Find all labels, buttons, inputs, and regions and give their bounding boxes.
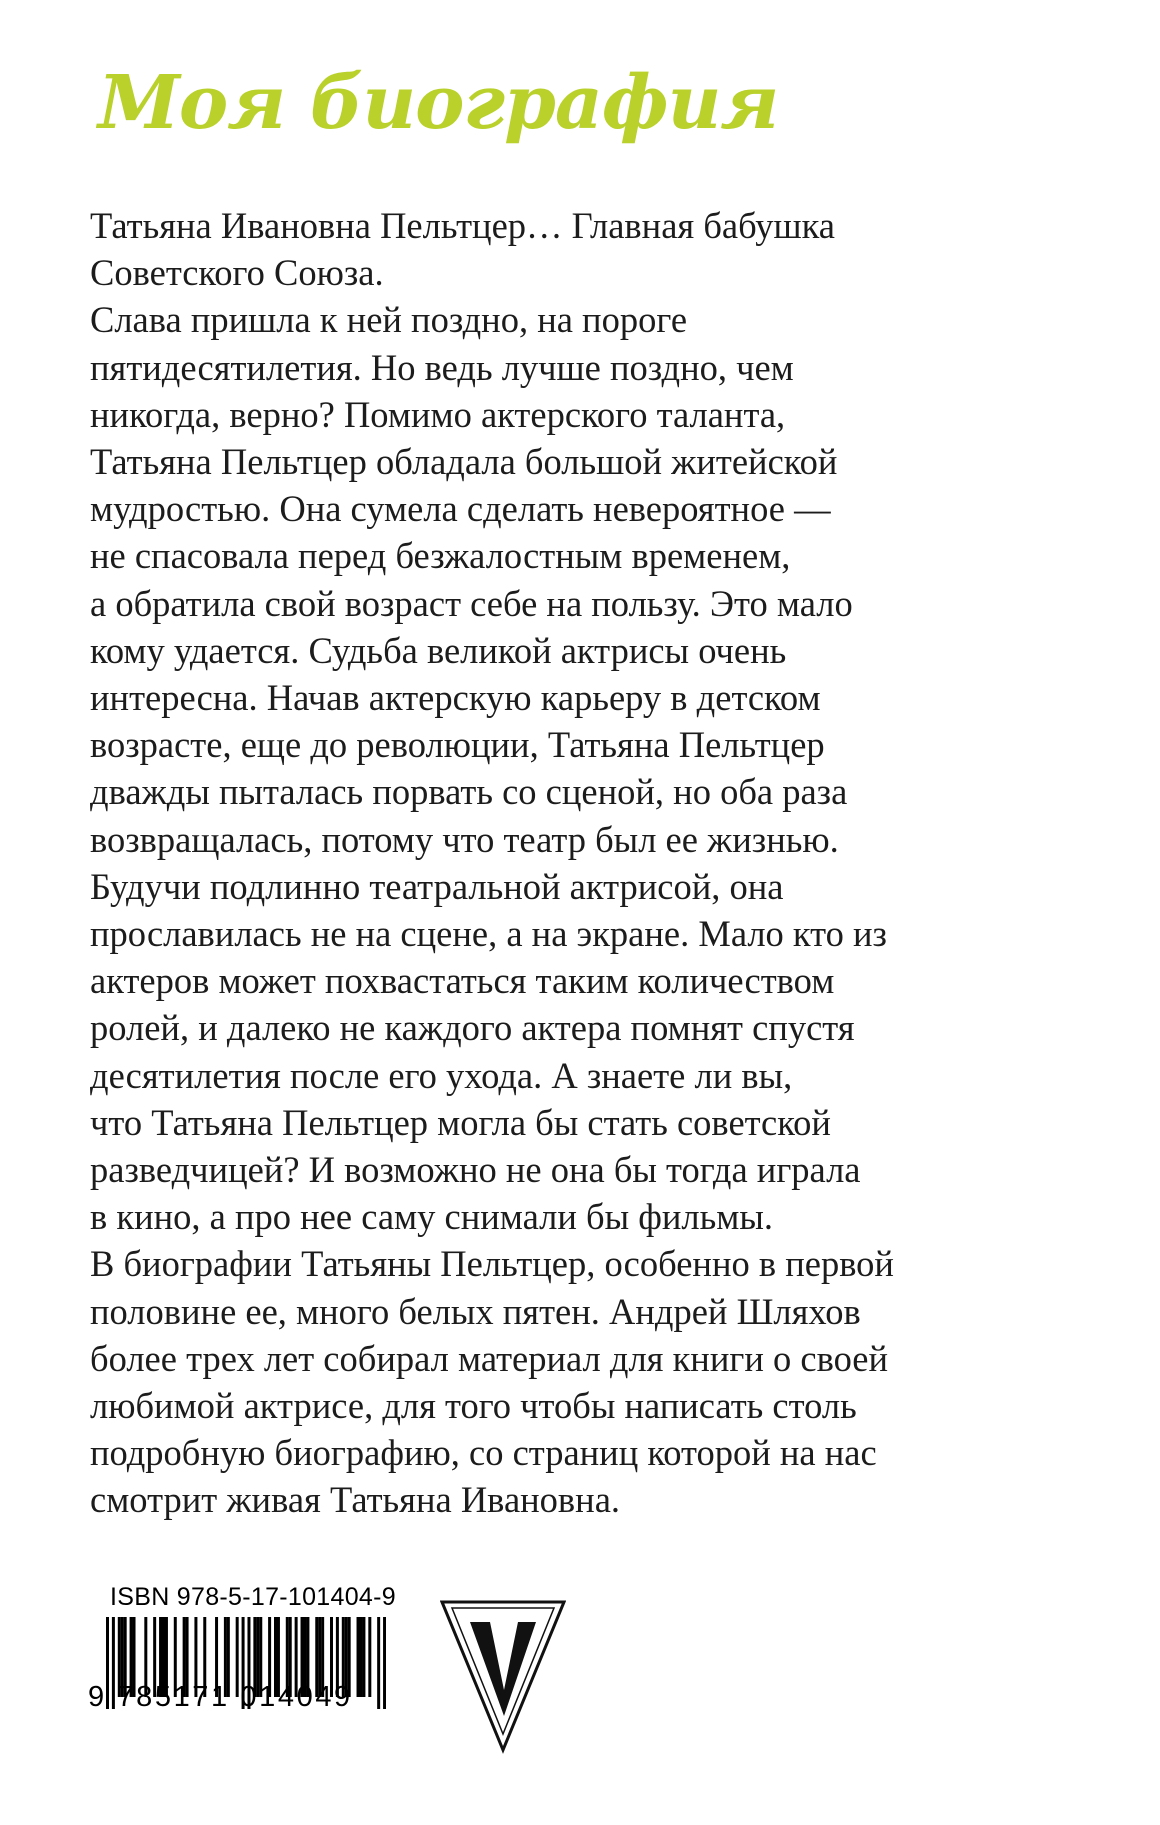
annotation-line: В биографии Татьяны Пельтцер, особенно в первой	[90, 1243, 894, 1285]
annotation-line: смотрит живая Татьяна Ивановна.	[90, 1479, 621, 1521]
annotation-line: Татьяна Пельтцер обладала большой житейской	[90, 441, 838, 483]
annotation-line: десятилетия после его ухода. А знаете ли вы,	[90, 1054, 793, 1096]
barcode-bar	[357, 1617, 360, 1697]
annotation-line: Слава пришла к ней поздно, на пороге	[90, 299, 688, 341]
annotation-text	[90, 202, 990, 1524]
annotation-line: кому удается. Судьба великой актрисы очень	[90, 629, 787, 671]
annotation-line: ролей, и далеко не каждого актера помнят спустя	[90, 1007, 855, 1049]
annotation-line: Советского Союза.	[90, 252, 384, 294]
annotation-line: любимой актрисе, для того чтобы написать столь	[90, 1385, 857, 1427]
annotation-line: актеров может похвастаться таким количеством	[90, 960, 835, 1002]
annotation-line: никогда, верно? Помимо актерского таланта,	[90, 393, 786, 435]
annotation-line: в кино, а про нее саму снимали бы фильмы.	[90, 1196, 774, 1238]
annotation-line: интересна. Начав актерскую карьеру в детском	[90, 677, 821, 719]
annotation-line: Татьяна Ивановна Пельтцер… Главная бабушка	[90, 205, 836, 246]
annotation-line: разведчицей? И возможно не она бы тогда играла	[90, 1149, 861, 1191]
annotation-line: прославилась не на сцене, а на экране. Мало кто из	[90, 913, 887, 955]
annotation-line: не спасовала перед безжалостным временем,	[90, 535, 791, 577]
annotation-line: половине ее, много белых пятен. Андрей Шляхов	[90, 1290, 861, 1332]
annotation-line: дважды пыталась порвать со сценой, но оба раза	[90, 771, 848, 813]
isbn-label: ISBN 978-5-17-101404-9	[110, 1583, 396, 1611]
annotation-line: Будучи подлинно театральной актрисой, она	[90, 865, 784, 907]
annotation-line: возрасте, еще до революции, Татьяна Пельтцер	[90, 724, 825, 766]
annotation-line: пятидесятилетия. Но ведь лучше поздно, чем	[90, 346, 794, 388]
annotation-line: возвращалась, потому что театр был ее жизнью.	[90, 818, 839, 860]
barcode-bar	[368, 1617, 371, 1697]
barcode-bar	[377, 1617, 380, 1709]
barcode-digits: 9 785171 014049	[88, 1681, 353, 1713]
annotation-line: подробную биографию, со страниц которой на нас	[90, 1432, 877, 1474]
isbn-barcode-block	[88, 1583, 396, 1733]
annotation-line: более трех лет собирал материал для книги о своей	[90, 1337, 888, 1379]
annotation-line: а обратила свой возраст себе на пользу. Это мало	[90, 582, 853, 624]
v-triangle-icon	[440, 1598, 566, 1754]
barcode-bar	[362, 1617, 365, 1697]
barcode-bar	[359, 1617, 362, 1697]
annotation-line: что Татьяна Пельтцер могла бы стать советской	[90, 1101, 831, 1143]
annotation-line: мудростью. Она сумела сделать невероятное —	[90, 488, 831, 530]
series-title: Моя биография	[98, 60, 779, 146]
barcode-bar	[383, 1617, 386, 1709]
